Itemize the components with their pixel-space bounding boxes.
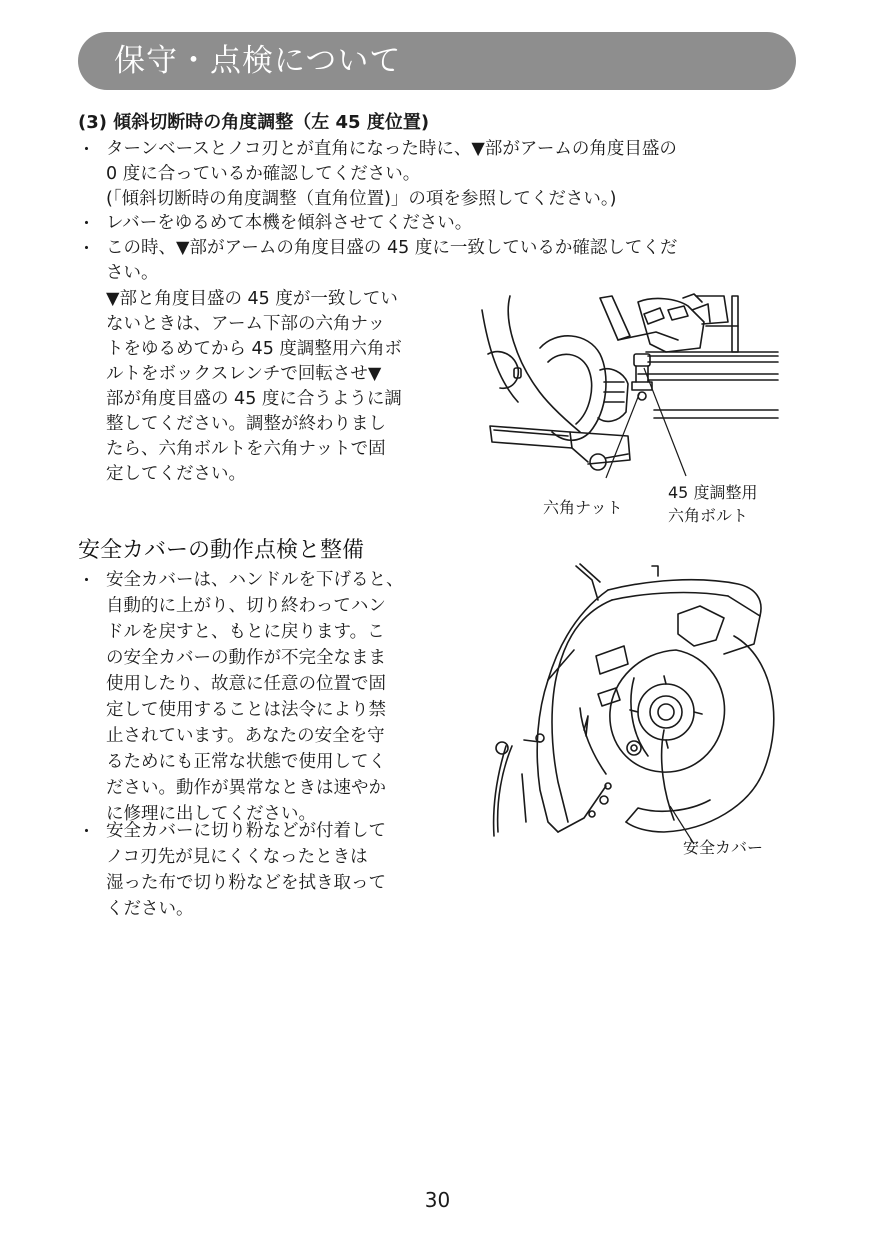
safety-cover-title: 安全カバーの動作点検と整備 xyxy=(78,538,365,563)
safety-para-1-line: 使用したり、故意に任意の位置で固 xyxy=(106,674,386,694)
safety-para-1-line: 止されています。あなたの安全を守 xyxy=(106,726,385,746)
angle-para-2: レバーをゆるめて本機を傾斜させてください。 xyxy=(106,213,473,233)
bolt-label-line-1: 45 度調整用 xyxy=(668,483,758,502)
angle-detail-line: たら、六角ボルトを六角ナットで固 xyxy=(106,439,386,459)
angle-para-1-line-1: ターンベースとノコ刃とが直角になった時に、▼部がアームの角度目盛の xyxy=(106,139,677,159)
bullet-marker: ・ xyxy=(78,571,95,591)
page-number: 30 xyxy=(424,1188,451,1212)
safety-para-1-line: 定して使用することは法令により禁 xyxy=(106,700,386,720)
safety-para-1-line: に修理に出してください。 xyxy=(106,804,316,824)
safety-para-1-line: ドルを戻すと、もとに戻ります。こ xyxy=(106,622,385,642)
angle-detail-line: ▼部と角度目盛の 45 度が一致してい xyxy=(106,289,398,309)
safety-para-2-line: ください。 xyxy=(106,899,194,919)
safety-cover-illustration xyxy=(488,560,788,850)
bullet-marker: ・ xyxy=(78,140,95,160)
bullet-marker: ・ xyxy=(78,822,95,842)
angle-detail-line: トをゆるめてから 45 度調整用六角ボ xyxy=(106,339,402,359)
safety-para-1-line: 安全カバーは、ハンドルを下げると、 xyxy=(106,570,404,590)
angle-detail-line: 整してください。調整が終わりまし xyxy=(106,414,386,434)
bolt-label-line-2: 六角ボルト xyxy=(668,506,749,525)
safety-para-1-line: ださい。動作が異常なときは速やか xyxy=(106,778,386,798)
safety-para-1-line: の安全カバーの動作が不完全なまま xyxy=(106,648,386,668)
angle-detail-line: ルトをボックスレンチで回転させ▼ xyxy=(106,364,382,384)
angle-para-1-line-2: 0 度に合っているか確認してください。 xyxy=(106,164,421,184)
safety-para-1-line: 自動的に上がり、切り終わってハン xyxy=(106,596,386,616)
angle-adjust-heading: (3) 傾斜切断時の角度調整（左 45 度位置) xyxy=(78,112,430,133)
bullet-marker: ・ xyxy=(78,239,95,259)
angle-para-1-line-3: (｢傾斜切断時の角度調整（直角位置)」の項を参照してください。) xyxy=(106,189,617,209)
hex-nut-label: 六角ナット xyxy=(543,498,623,517)
safety-cover-label: 安全カバー xyxy=(683,838,764,857)
safety-para-2-line: 安全カバーに切り粉などが付着して xyxy=(106,821,386,841)
safety-para-1-line: るためにも正常な状態で使用してく xyxy=(106,752,386,772)
page-title: 保守・点検について xyxy=(114,43,402,79)
angle-detail-line: 部が角度目盛の 45 度に合うように調 xyxy=(106,389,402,409)
angle-para-3-line-2: さい。 xyxy=(106,263,159,283)
bullet-marker: ・ xyxy=(78,214,95,234)
safety-para-2-line: ノコ刃先が見にくくなったときは xyxy=(106,847,368,867)
angle-detail-line: 定してください。 xyxy=(106,464,246,484)
bevel-adjust-illustration xyxy=(478,292,780,482)
angle-detail-line: ないときは、アーム下部の六角ナッ xyxy=(106,314,386,334)
safety-para-2-line: 湿った布で切り粉などを拭き取って xyxy=(106,873,386,893)
angle-para-3-line-1: この時、▼部がアームの角度目盛の 45 度に一致しているか確認してくだ xyxy=(106,238,678,258)
